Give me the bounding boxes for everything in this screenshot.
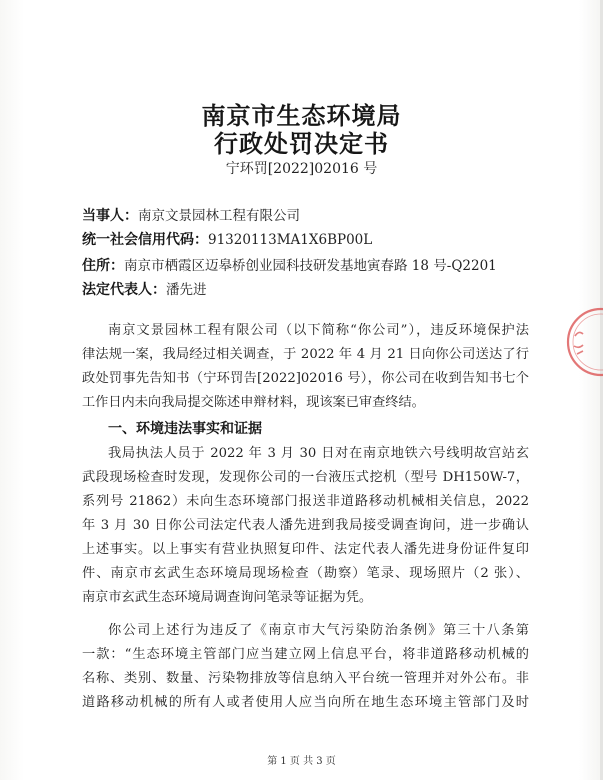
intro-line: 律法规一案，我局经过相关调查，于 2022 年 4 月 21 日向你公司送达了行: [82, 347, 529, 362]
party-name-value: 南京文景园林工程有限公司: [138, 208, 300, 224]
intro-line: 工作日内未向我局提交陈述申辩材料，现该案已审查终结。: [82, 395, 425, 410]
facts-line: 武段现场检查时发现，发现你公司的一台液压式挖机（型号 DH150W-7，: [82, 470, 529, 485]
intro-line: 政处罚事先告知书（宁环罚告[2022]02016 号），你公司在收到告知书七个: [82, 371, 529, 386]
facts-line: 上述事实。以上事实有营业执照复印件、法定代表人潘先进身份证件复印: [82, 542, 529, 557]
intro-paragraph: [82, 319, 529, 415]
credit-code-value: 91320113MA1X6BP00L: [208, 232, 373, 248]
page-footer: 第 1 页 共 3 页: [267, 756, 336, 767]
party-name-label: 当事人：: [82, 208, 138, 224]
address-label: 住所：: [82, 258, 124, 274]
document-title-line1: 南京市生态环境局: [201, 102, 402, 130]
violation-line: 一款：“生态环境主管部门应当建立网上信息平台，将非道路移动机械的: [82, 647, 529, 662]
facts-line: 我局执法人员于 2022 年 3 月 30 日对在南京地铁六号线明故宫站玄: [108, 446, 529, 461]
facts-line: 件、南京市玄武生态环境局现场检查（勘察）笔录、现场照片（2 张）、: [82, 566, 529, 581]
official-seal-fragment: [565, 306, 603, 378]
facts-paragraph: [82, 442, 529, 610]
violation-paragraph: [82, 619, 529, 715]
violation-line: 道路移动机械的所有人或者使用人应当向所在地生态环境主管部门及时: [82, 695, 529, 710]
document-title-line2: 行政处罚决定书: [214, 130, 389, 158]
section-heading-facts: 一、环境违法事实和证据: [108, 421, 262, 437]
violation-line: 名称、类别、数量、污染物排放等信息纳入平台统一管理并对外公布。非: [82, 671, 529, 686]
legal-rep-value: 潘先进: [166, 282, 207, 298]
facts-line: 南京市玄武生态环境局调查询问笔录等证据为凭。: [82, 590, 373, 605]
credit-code-line: [82, 229, 372, 249]
facts-line: 系列号 21862）未向生态环境部门报送非道路移动机械相关信息，2022: [82, 494, 529, 509]
address-value: 南京市栖霞区迈皋桥创业园科技研发基地寅春路 18 号-Q2201: [124, 258, 497, 274]
intro-line: 南京文景园林工程有限公司（以下简称“你公司”），违反环境保护法: [108, 323, 529, 338]
legal-rep-label: 法定代表人：: [82, 282, 166, 298]
facts-line: 年 3 月 30 日你公司法定代表人潘先进到我局接受调查询问，进一步确认: [82, 518, 529, 533]
document-number: 宁环罚[2022]02016 号: [225, 161, 378, 177]
violation-line: 你公司上述行为违反了《南京市大气污染防治条例》第三十八条第: [108, 623, 529, 638]
party-name-line: [82, 204, 300, 225]
credit-code-label: 统一社会信用代码：: [82, 232, 208, 248]
address-line: [82, 254, 497, 275]
legal-rep-line: [82, 278, 207, 299]
